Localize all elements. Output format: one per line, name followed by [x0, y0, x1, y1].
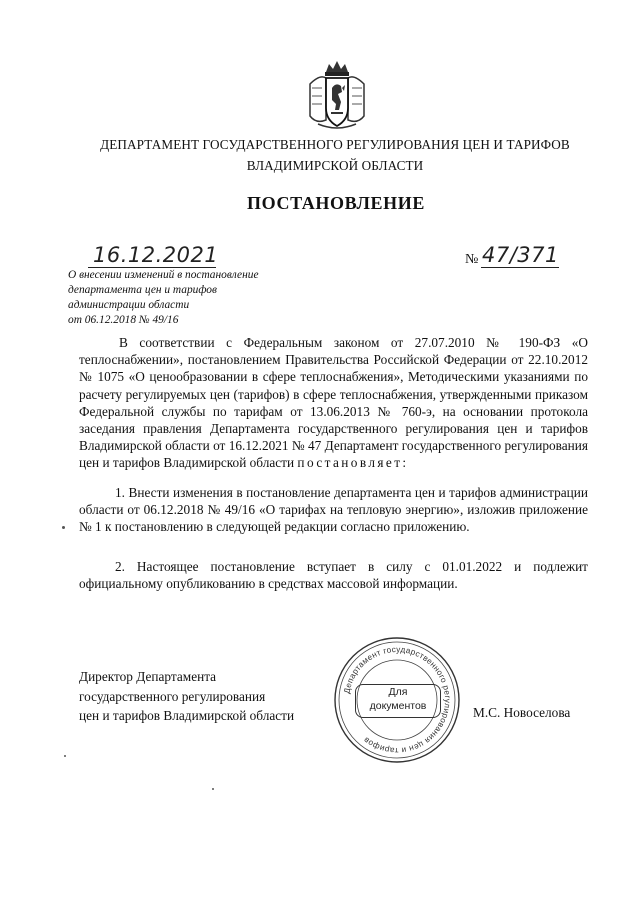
department-name-line2: ВЛАДИМИРСКОЙ ОБЛАСТИ — [246, 158, 424, 173]
signer-name: М.С. Новоселова — [473, 705, 571, 720]
coat-of-arms-icon — [302, 58, 372, 132]
stamp-center-line: Для — [388, 686, 408, 698]
subject-line: О внесении изменений в постановление — [68, 269, 259, 281]
clause-1-paragraph: 1. Внести изменения в постановление департамента цен и тарифов администрации области от 06.12.2018 № 49/16 «О тарифах на тепловую энергию», изложив приложение № 1 к постановлению в следующей редакции согласно приложению. — [79, 485, 588, 535]
preamble-paragraph — [79, 334, 588, 472]
document-date: 16.12.2021 — [93, 243, 219, 267]
signer-position — [79, 667, 294, 726]
department-name-line1: ДЕПАРТАМЕНТ ГОСУДАРСТВЕННОГО РЕГУЛИРОВАНИЯ ЦЕН И ТАРИФОВ — [100, 137, 570, 152]
subject-line: от 06.12.2018 № 49/16 — [68, 314, 179, 326]
scan-speck — [212, 788, 214, 790]
signer-position-line: Директор Департамента — [79, 669, 217, 684]
clause-2-paragraph: 2. Настоящее постановление вступает в силу с 01.01.2022 и подлежит официальному опубликованию в средствах массовой информации. — [79, 559, 588, 592]
document-subject — [68, 268, 259, 328]
preamble-text: В соответствии с Федеральным законом от 27.07.2010 № 190-ФЗ «О теплоснабжении», постановлением Правительства Российской Федерации от 22.10.2012 № 1075 «О ценообразовании в сфере теплоснабжения», Методическими указаниями по расчету регулируемых цен (тарифов) в сфере теплоснабжения, утвержденными приказом Федеральной службы по тарифам от 13.06.2013 № 760-э, на основании протокола заседания правления Департамента государственного регулирования цен и тарифов Владимирской области от 16.12.2021 № 47 Департамент государственного регулирования цен и тарифов Владимирской области — [79, 335, 588, 471]
document-number: 47/371 — [482, 243, 559, 267]
stamp-ring-text: Департамент государственного регулирования цен и тарифов — [342, 644, 453, 756]
document-type-title: ПОСТАНОВЛЕНИЕ — [247, 193, 425, 213]
document-number-label: № — [465, 252, 479, 267]
resolves-word: постановляет: — [297, 455, 409, 471]
scan-speck — [62, 526, 65, 529]
scan-speck — [64, 755, 66, 757]
subject-line: администрации области — [68, 299, 190, 311]
signer-position-line: государственного регулирования — [79, 688, 266, 704]
signer-position-line: цен и тарифов Владимирской области — [79, 708, 295, 723]
number-underline — [481, 267, 559, 268]
stamp-center-line: документов — [369, 700, 427, 712]
stamp-center-label — [355, 684, 441, 718]
subject-line: департамента цен и тарифов — [68, 284, 217, 296]
